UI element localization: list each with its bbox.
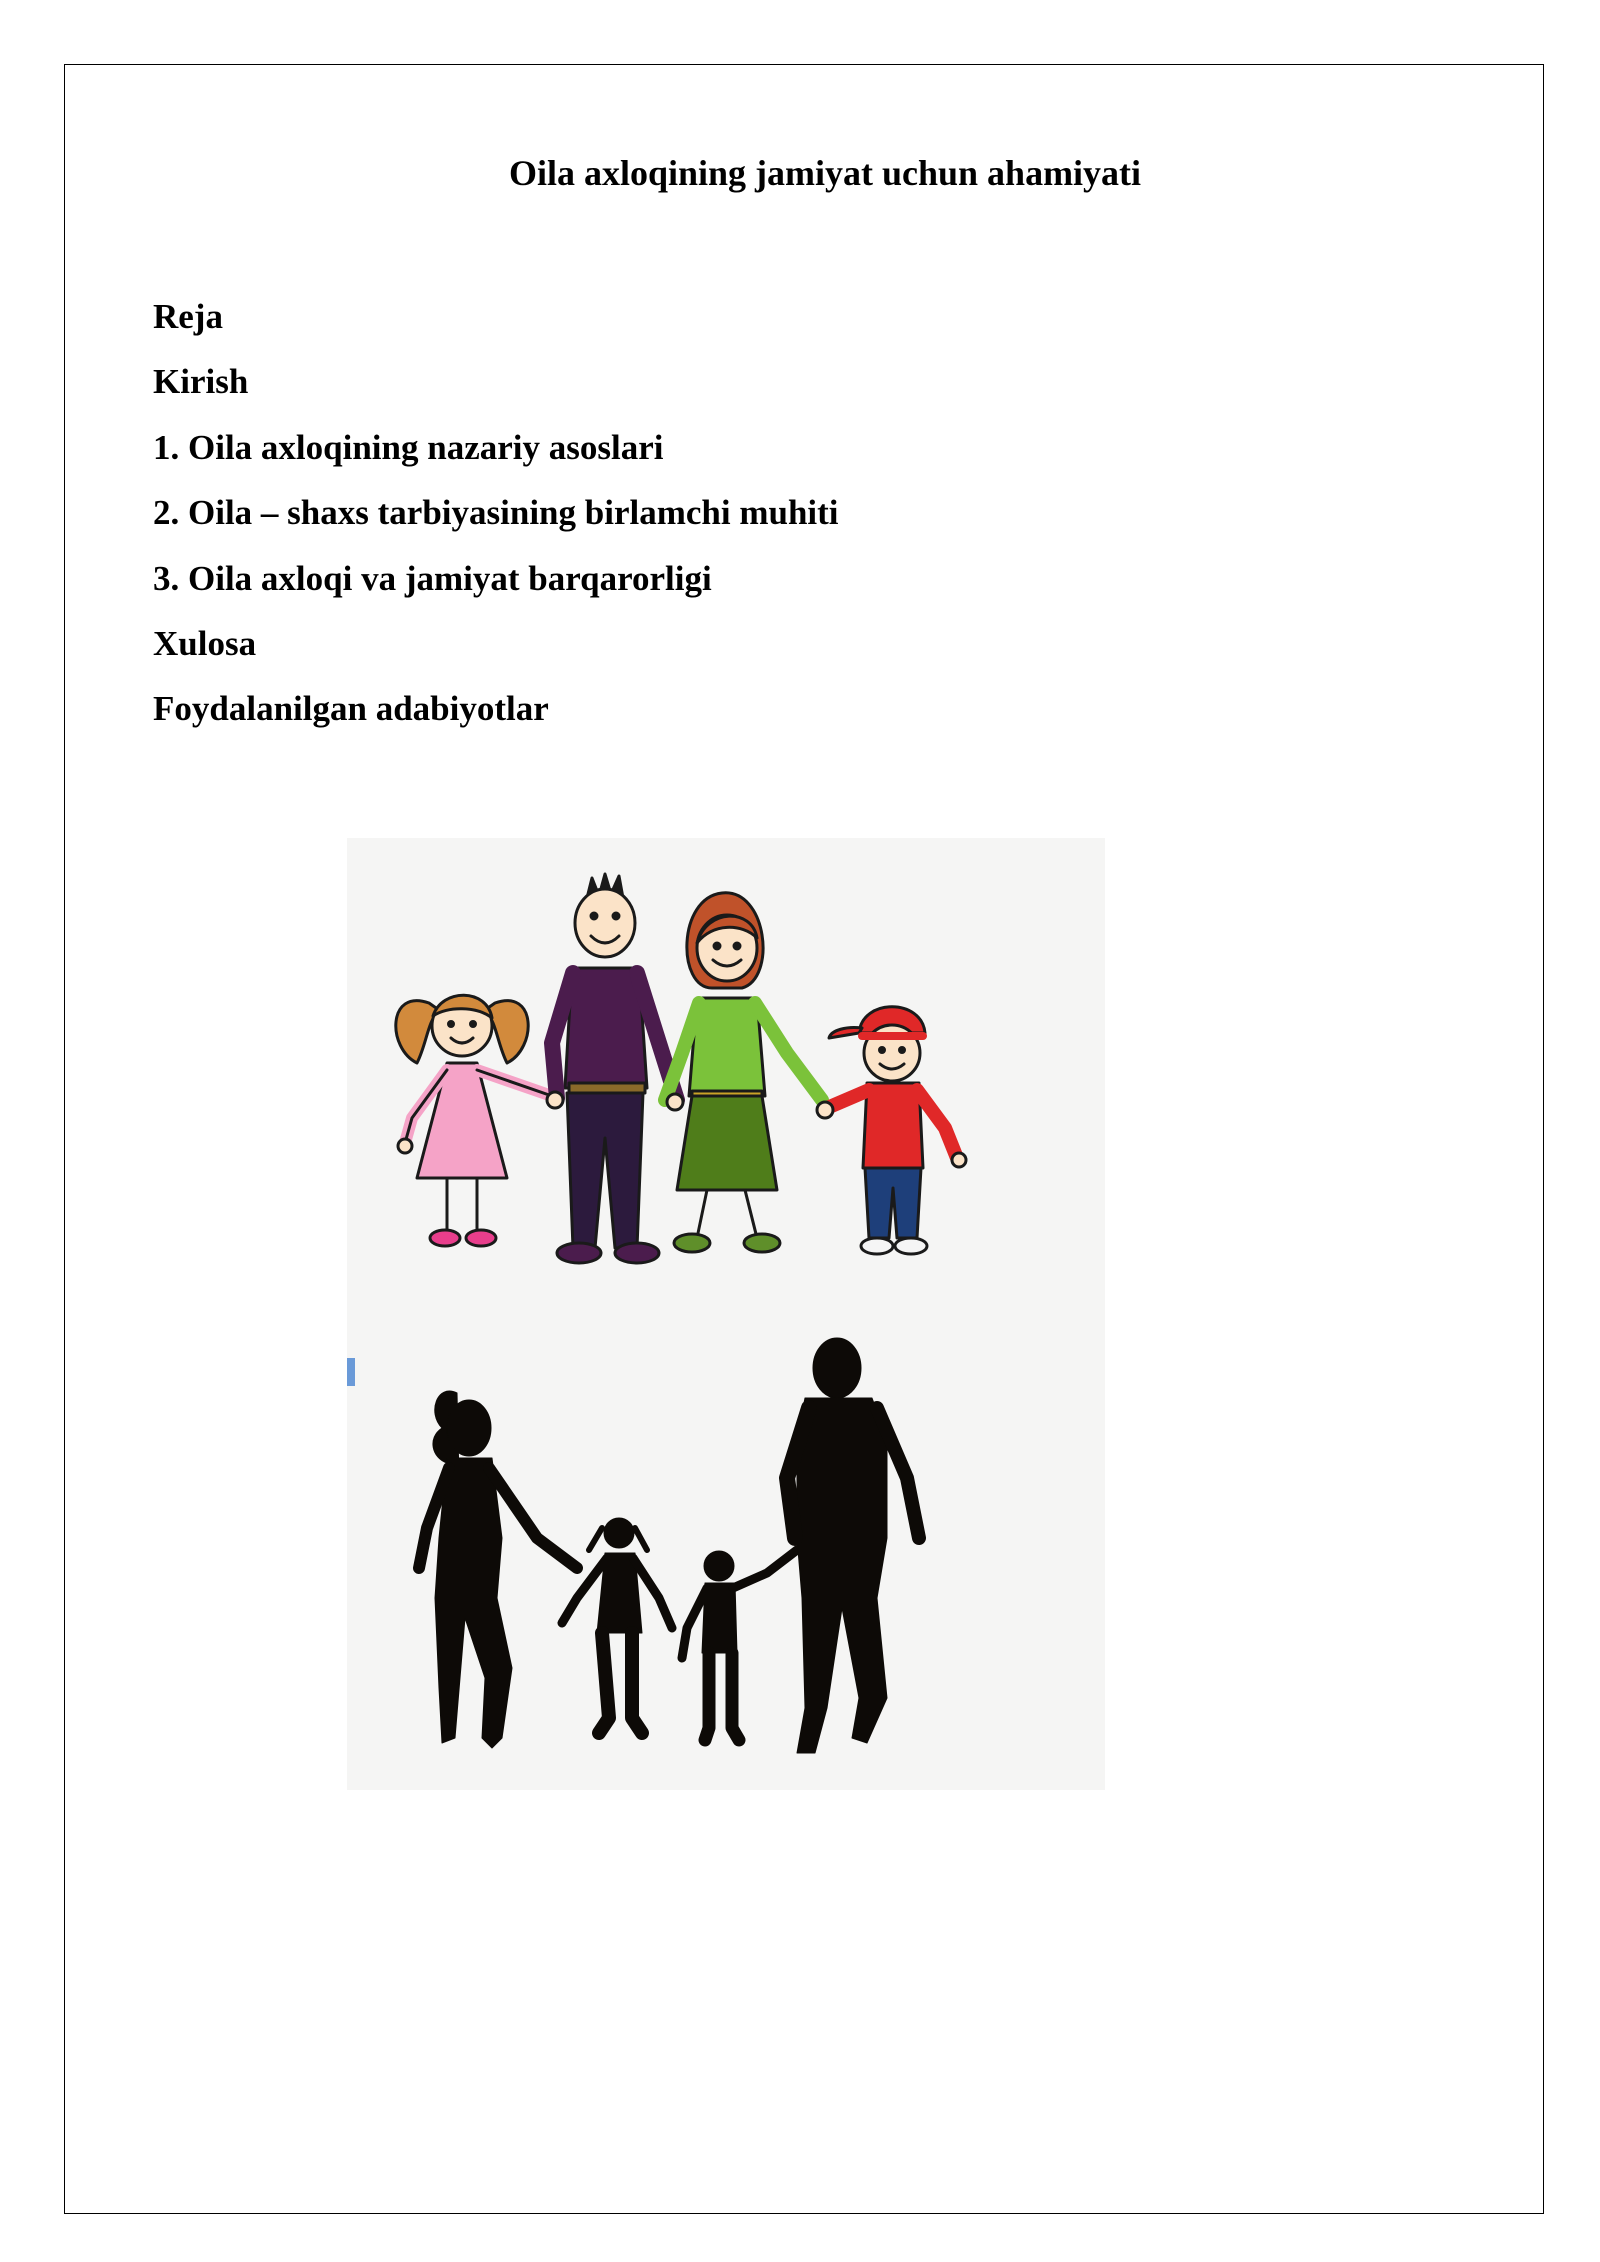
edge-mark: [347, 1358, 355, 1386]
plan-outline: [153, 284, 839, 742]
document-title: Oila axloqining jamiyat uchun ahamiyati: [508, 153, 1142, 193]
outline-item-adabiyotlar: Foydalanilgan adabiyotlar: [153, 689, 549, 729]
outline-item-kirish: Kirish: [153, 362, 249, 402]
outline-item-1: 1. Oila axloqining nazariy asoslari: [153, 427, 664, 467]
outline-item-reja: Reja: [153, 297, 223, 336]
outline-item-3: 3. Oila axloqi va jamiyat barqarorligi: [153, 558, 712, 598]
outline-item-xulosa: Xulosa: [153, 624, 257, 664]
family-illustration: [347, 838, 1105, 1790]
outline-item-2: 2. Oila – shaxs tarbiyasining birlamchi muhiti: [153, 493, 839, 533]
